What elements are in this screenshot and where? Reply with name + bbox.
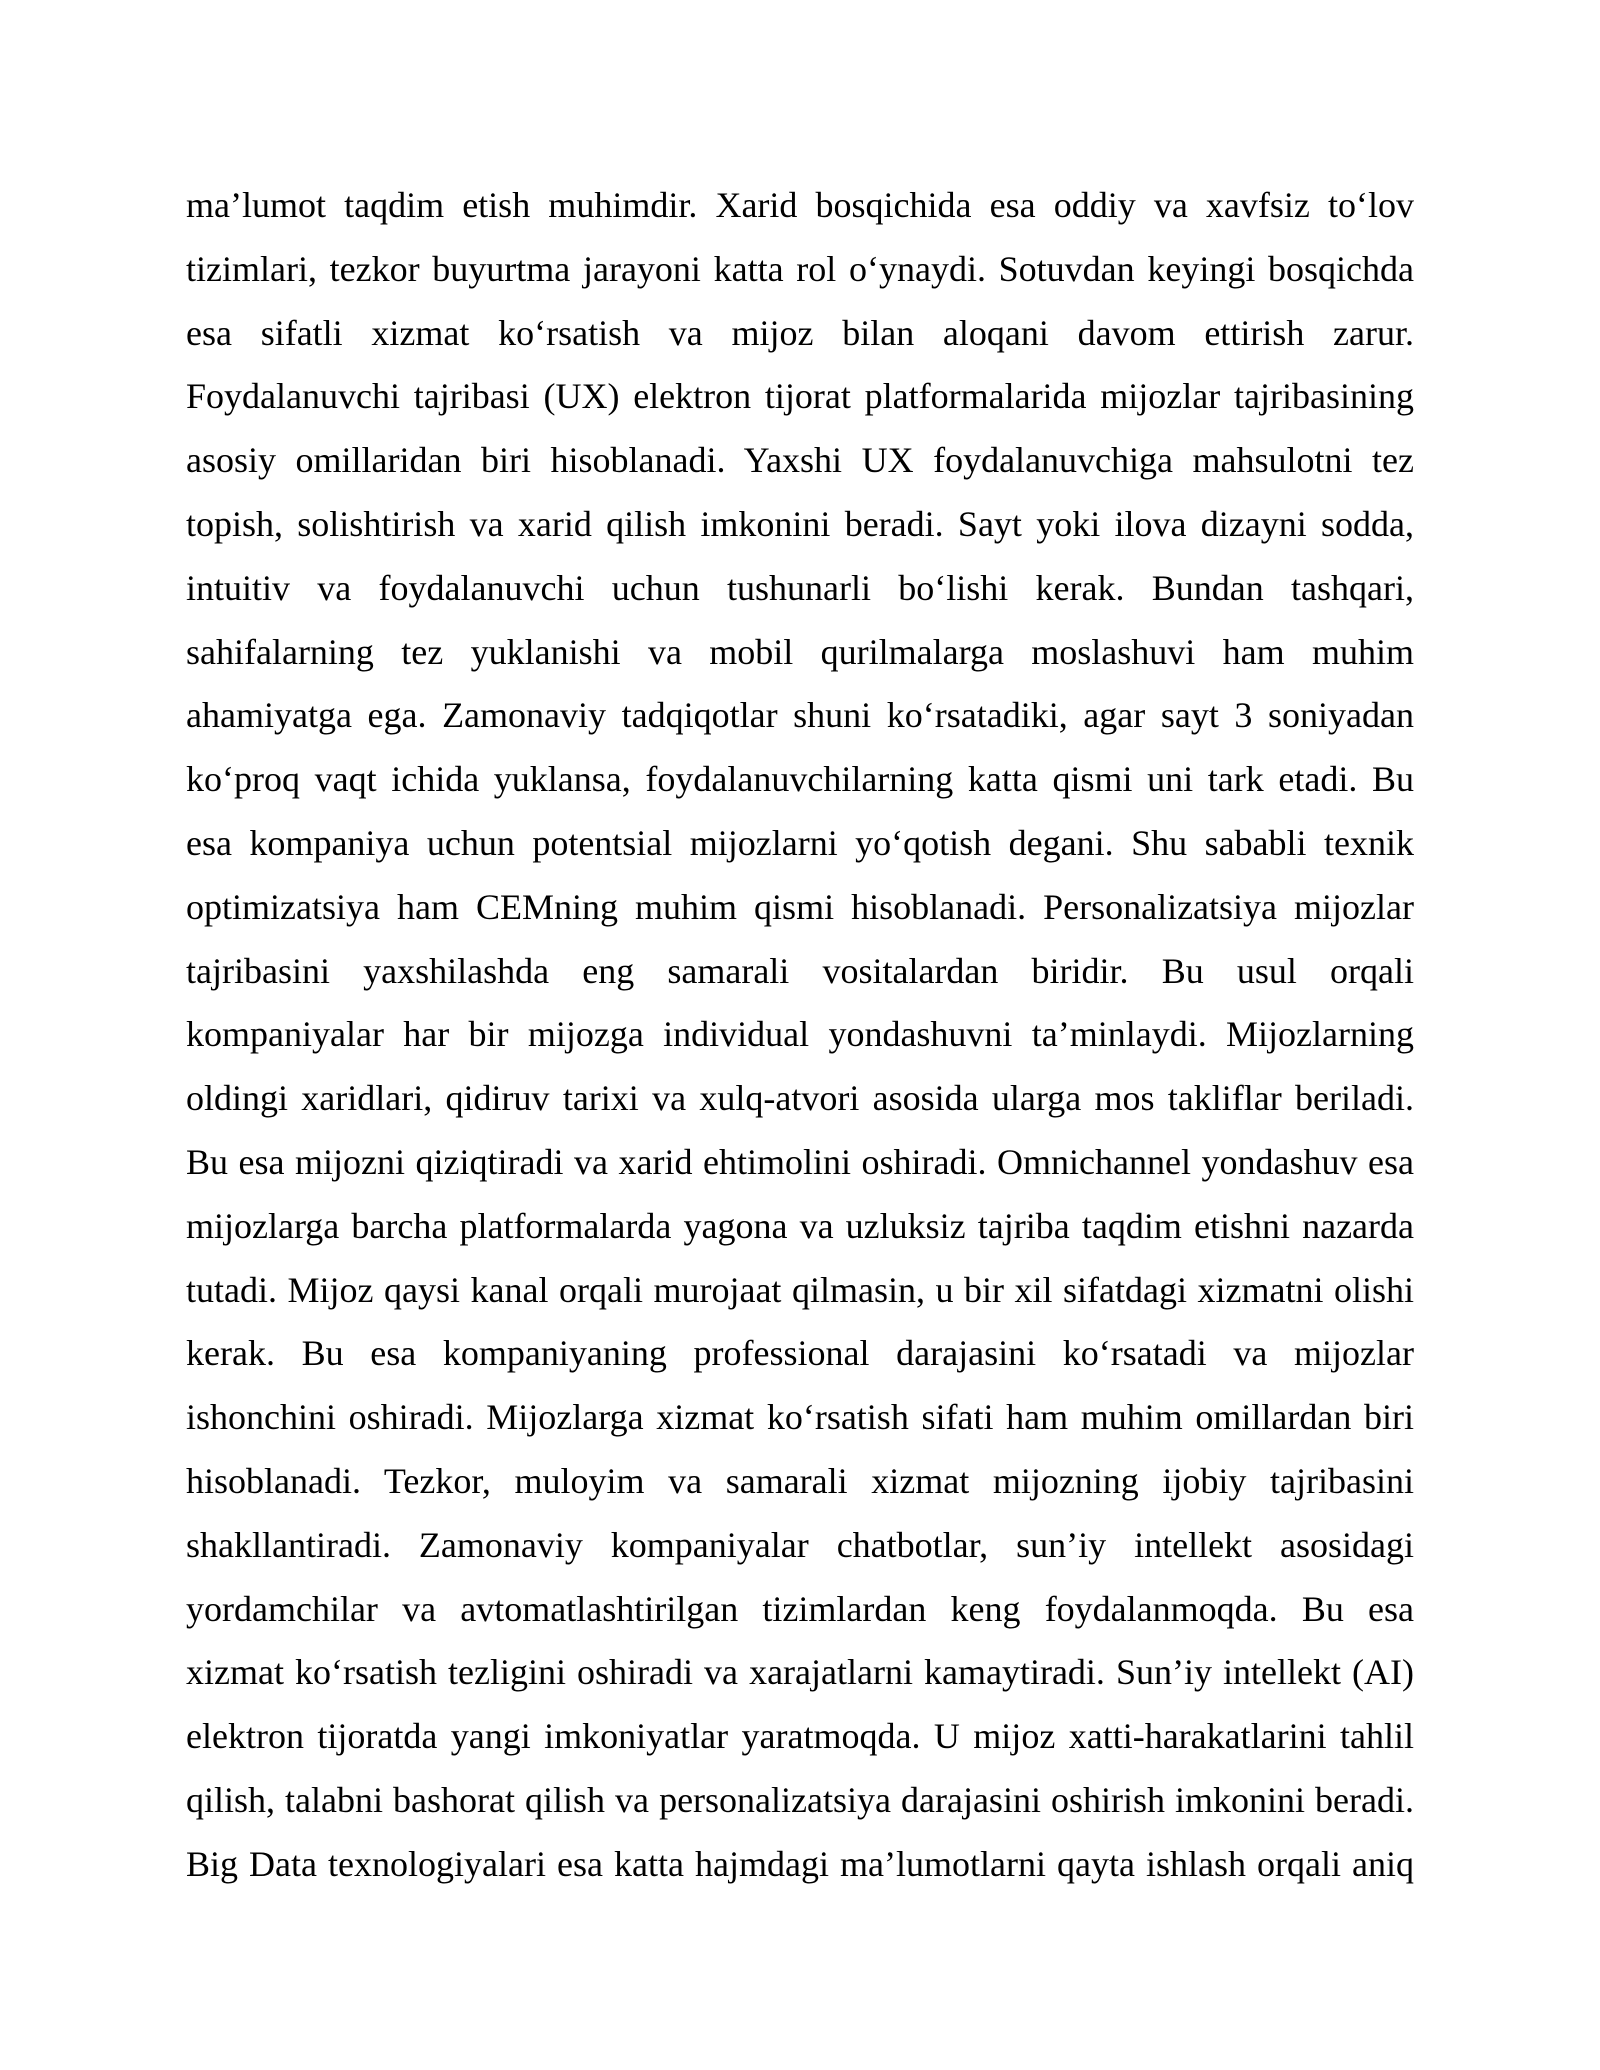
- text-line: shakllantiradi. Zamonaviy kompaniyalar chatbotlar, sun’iy intellekt asosidagi: [186, 1524, 1414, 1565]
- text-line: mijozlarga barcha platformalarda yagona va uzluksiz tajriba taqdim etishni nazarda: [186, 1205, 1414, 1246]
- text-line: qilish, talabni bashorat qilish va personalizatsiya darajasini oshirish imkonini beradi.: [186, 1779, 1414, 1820]
- text-line: tajribasini yaxshilashda eng samarali vositalardan biridir. Bu usul orqali: [186, 950, 1414, 991]
- text-line: asosiy omillaridan biri hisoblanadi. Yaxshi UX foydalanuvchiga mahsulotni tez: [186, 440, 1414, 481]
- text-line: kerak. Bu esa kompaniyaning professional darajasini ko‘rsatadi va mijozlar: [186, 1333, 1414, 1374]
- text-line: topish, solishtirish va xarid qilish imkonini beradi. Sayt yoki ilova dizayni sodda,: [186, 503, 1414, 544]
- text-line: ahamiyatga ega. Zamonaviy tadqiqotlar shuni ko‘rsatadiki, agar sayt 3 soniyadan: [186, 695, 1414, 736]
- text-line: esa sifatli xizmat ko‘rsatish va mijoz bilan aloqani davom ettirish zarur.: [186, 312, 1414, 353]
- text-line: sahifalarning tez yuklanishi va mobil qurilmalarga moslashuvi ham muhim: [186, 631, 1414, 672]
- text-line: optimizatsiya ham CEMning muhim qismi hisoblanadi. Personalizatsiya mijozlar: [186, 886, 1414, 927]
- text-line: Bu esa mijozni qiziqtiradi va xarid ehtimolini oshiradi. Omnichannel yondashuv esa: [186, 1141, 1414, 1182]
- text-line: ishonchini oshiradi. Mijozlarga xizmat ko‘rsatish sifati ham muhim omillardan biri: [186, 1397, 1414, 1438]
- text-line: hisoblanadi. Tezkor, muloyim va samarali xizmat mijozning ijobiy tajribasini: [186, 1460, 1414, 1501]
- text-line: ko‘proq vaqt ichida yuklansa, foydalanuvchilarning katta qismi uni tark etadi. Bu: [186, 759, 1414, 800]
- text-line: Big Data texnologiyalari esa katta hajmdagi ma’lumotlarni qayta ishlash orqali aniq: [186, 1843, 1414, 1884]
- text-line: ma’lumot taqdim etish muhimdir. Xarid bosqichida esa oddiy va xavfsiz to‘lov: [186, 185, 1414, 225]
- text-line: kompaniyalar har bir mijozga individual yondashuvni ta’minlaydi. Mijozlarning: [186, 1014, 1414, 1055]
- text-line: intuitiv va foydalanuvchi uchun tushunarli bo‘lishi kerak. Bundan tashqari,: [186, 567, 1414, 608]
- text-line: tizimlari, tezkor buyurtma jarayoni katta rol o‘ynaydi. Sotuvdan keyingi bosqichda: [186, 248, 1414, 289]
- text-line: elektron tijoratda yangi imkoniyatlar yaratmoqda. U mijoz xatti-harakatlarini tahlil: [186, 1716, 1414, 1757]
- text-line: tutadi. Mijoz qaysi kanal orqali murojaat qilmasin, u bir xil sifatdagi xizmatni olishi: [186, 1269, 1414, 1310]
- text-line: oldingi xaridlari, qidiruv tarixi va xulq-atvori asosida ularga mos takliflar beriladi.: [186, 1078, 1414, 1119]
- text-line: Foydalanuvchi tajribasi (UX) elektron tijorat platformalarida mijozlar tajribasining: [186, 376, 1414, 417]
- text-line: esa kompaniya uchun potentsial mijozlarni yo‘qotish degani. Shu sababli texnik: [186, 822, 1414, 863]
- paragraph: [186, 174, 1414, 1897]
- text-line: yordamchilar va avtomatlashtirilgan tizimlardan keng foydalanmoqda. Bu esa: [186, 1588, 1414, 1629]
- text-line: xizmat ko‘rsatish tezligini oshiradi va xarajatlarni kamaytiradi. Sun’iy intellekt (AI): [186, 1652, 1414, 1693]
